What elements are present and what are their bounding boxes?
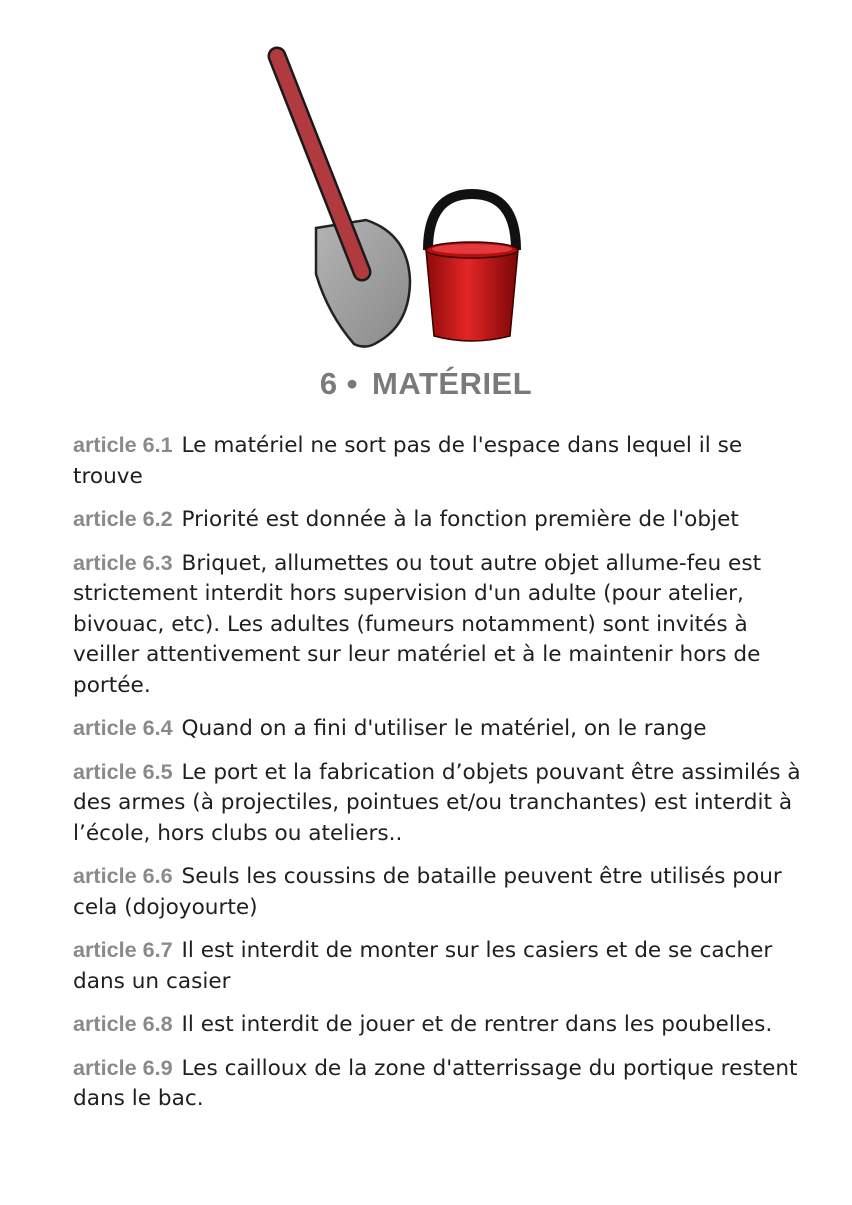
article-label: article 6.4 bbox=[73, 715, 173, 740]
article-6-1 bbox=[73, 430, 808, 492]
article-6-3 bbox=[73, 548, 808, 702]
article-6-4 bbox=[73, 713, 808, 745]
illustration bbox=[258, 44, 530, 356]
article-6-2 bbox=[73, 504, 808, 536]
article-text: Priorité est donnée à la fonction première de l'objet bbox=[181, 507, 739, 532]
shovel-icon bbox=[277, 56, 410, 347]
article-text: Quand on a fini d'utiliser le matériel, on le range bbox=[181, 716, 707, 741]
article-label: article 6.9 bbox=[73, 1054, 173, 1080]
article-text: Les cailloux de la zone d'atterrissage du portique restent dans le bac. bbox=[73, 1055, 798, 1111]
article-list bbox=[73, 430, 808, 1127]
section-number: 6 • bbox=[319, 366, 359, 401]
article-label: article 6.3 bbox=[73, 549, 173, 575]
article-label: article 6.2 bbox=[73, 506, 173, 531]
article-label: article 6.8 bbox=[73, 1011, 173, 1036]
article-text: Seuls les coussins de bataille peuvent être utilisés pour cela (dojoyourte) bbox=[73, 864, 782, 920]
article-text: Le matériel ne sort pas de l'espace dans lequel il se trouve bbox=[73, 433, 743, 489]
article-text: Le port et la fabrication d’objets pouvant être assimilés à des armes (à projectiles, pointues et/ou tranchantes) est interdit à l’école, hors clubs ou ateliers.. bbox=[73, 759, 801, 846]
article-label: article 6.1 bbox=[73, 432, 173, 457]
section-title: MATÉRIEL bbox=[372, 366, 533, 401]
article-6-9 bbox=[73, 1053, 808, 1115]
article-text: Il est interdit de monter sur les casiers et de se cacher dans un casier bbox=[73, 938, 773, 994]
article-label: article 6.6 bbox=[73, 863, 173, 888]
article-6-6 bbox=[73, 861, 808, 923]
article-6-5 bbox=[73, 757, 808, 850]
article-text: Briquet, allumettes ou tout autre objet allume-feu est strictement interdit hors supervision d'un adulte (pour atelier, bivouac, etc). Les adultes (fumeurs notamment) sont invités à veiller attentivement sur leur matériel et à le maintenir hors de portée. bbox=[73, 550, 762, 698]
bucket-icon bbox=[426, 194, 518, 341]
section-heading bbox=[0, 366, 852, 402]
article-label: article 6.5 bbox=[73, 758, 173, 784]
article-label: article 6.7 bbox=[73, 937, 173, 962]
article-6-7 bbox=[73, 935, 808, 997]
article-6-8 bbox=[73, 1009, 808, 1041]
article-text: Il est interdit de jouer et de rentrer dans les poubelles. bbox=[181, 1012, 773, 1037]
